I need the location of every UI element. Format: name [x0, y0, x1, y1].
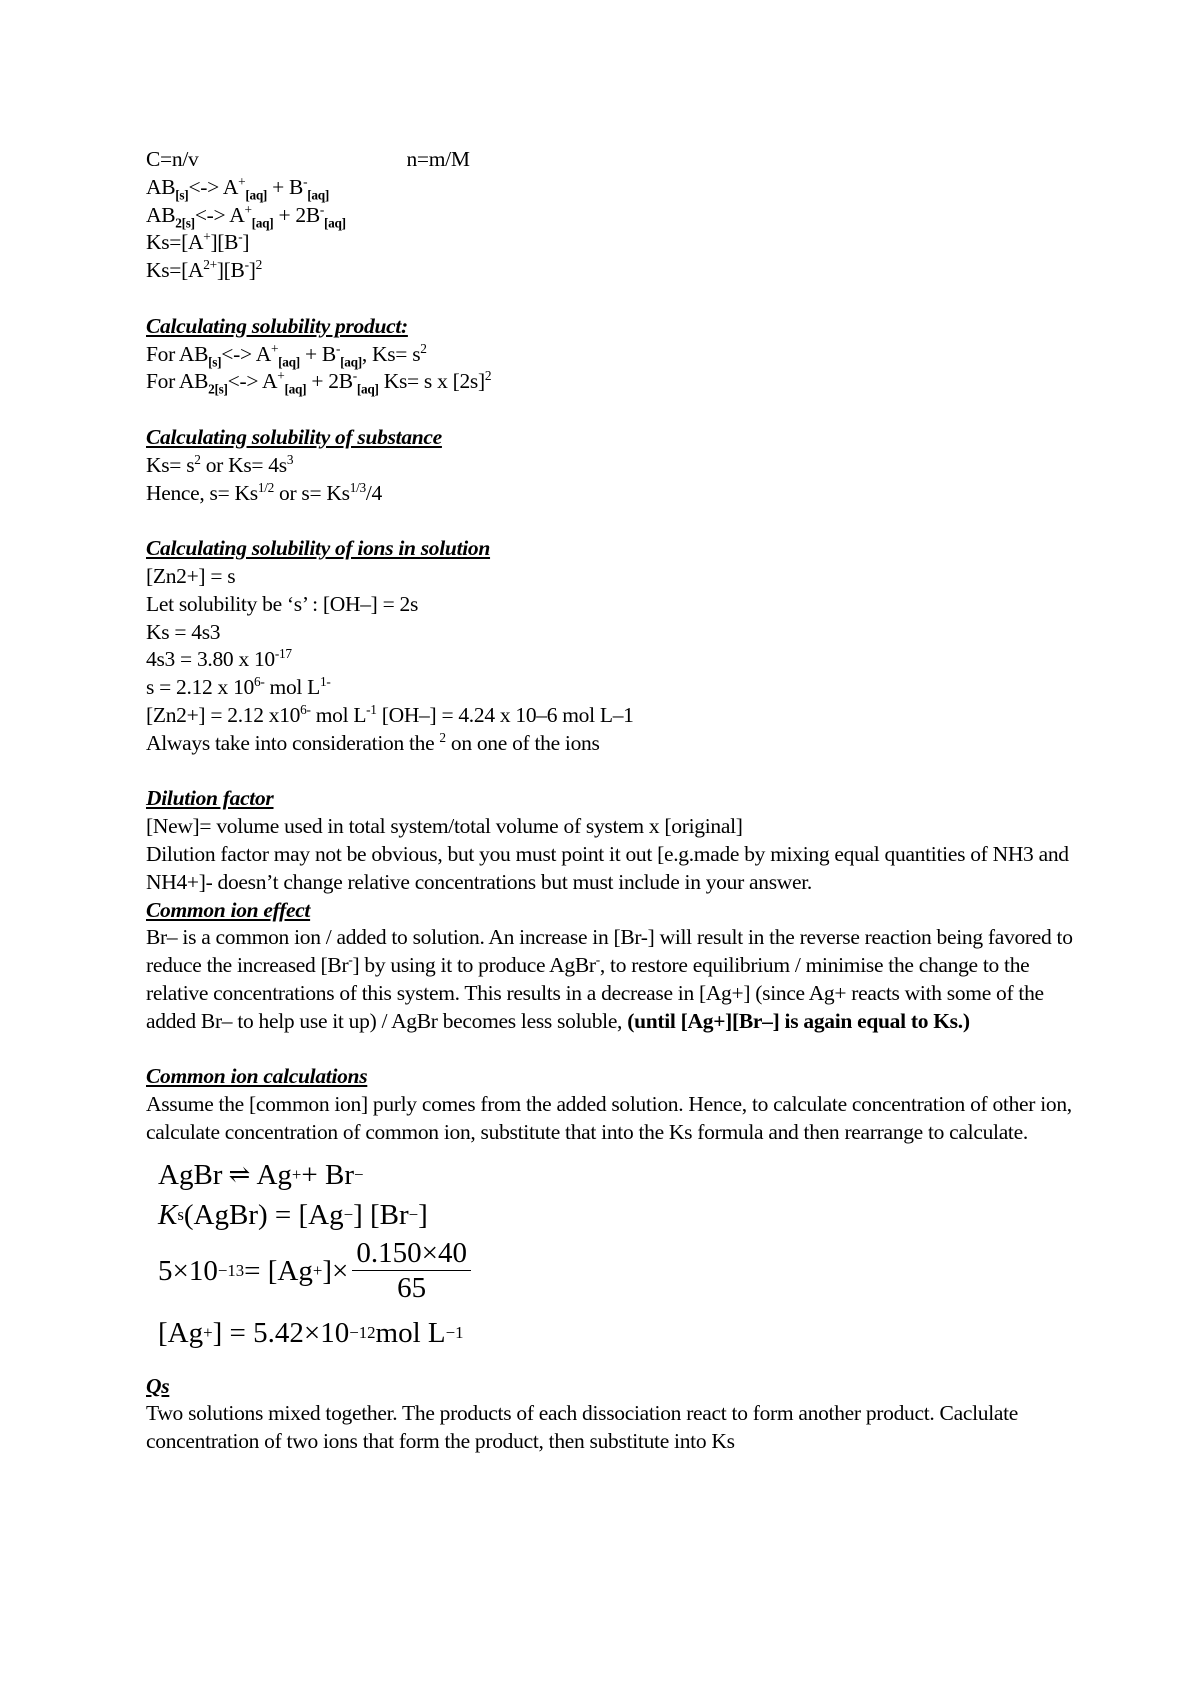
ions-line-7: Always take into consideration the $^2$ on one of the ions	[146, 729, 600, 755]
dilution-paragraph: Dilution factor may not be obvious, but you must point it out [e.g.made by mixing equal quantities of NH3 and NH4+]- doesn’t change relative concentrations but must include in your answer.	[146, 841, 1069, 894]
ions-line-2: Let solubility be ‘s’ : [OH–] = 2s	[146, 591, 419, 616]
common-ion-paragraph: Br– is a common ion / added to solution. An increase in [Br-] will result in the reverse reaction being favored to reduce the increased [Br-] by using it to produce AgBr-, to restore equilibrium / minimise the change to the relative concentrations of this system. This results in a decrease in [Ag+] (since Ag+ reacts with some of the added Br– to help use it up) / AgBr becomes less soluble, (until [Ag+][Br–] is again equal to Ks.)	[146, 925, 1073, 1033]
formula-ab2-dissociation: $AB_{2[s]}<-> A^+_{[aq]} + 2B^-_{[aq]}$	[146, 201, 346, 230]
ions-line-6: [Zn2+] = 2.12 $x10^{6-}$ mol $L^{-1}$ [OH–] = 4.24 x 10–6 mol L–1	[146, 701, 634, 727]
ksp-line-2: For $AB_{2[s]}<-> A^+_{[aq]} + 2B^-_{[aq]}$ Ks= s x $[2s]^2$	[146, 368, 492, 397]
formula-c: C=n/v	[146, 147, 199, 171]
equation-row-ks-expression: K s (AgBr) = [Ag − ] [Br − ]	[158, 1198, 428, 1231]
formula-n: n=m/M	[406, 147, 470, 171]
formula-ks-ab2: $Ks=[A^{2+}][B^-]^2$	[146, 257, 262, 283]
heading-solubility-product: Calculating solubility product:	[146, 313, 408, 338]
equation-row-dissociation: AgBr ⇌ Ag + + Br −	[158, 1155, 1086, 1195]
equation-row-result: [Ag + ] = 5.42×10 −12 mol L −1	[158, 1316, 464, 1349]
equilibrium-arrow-icon: ⇌	[228, 1159, 251, 1189]
solubility-line-2: Hence, $s= Ks^{1/2}$ or $s= Ks^{1/3}/4$	[146, 479, 382, 505]
formula-ks-ab: Ks=[A+][B-]	[146, 229, 250, 255]
heading-common-ion-calculations: Common ion calculations	[146, 1064, 368, 1089]
common-ion-calc-paragraph: Assume the [common ion] purly comes from the added solution. Hence, to calculate concentration of other ion, calculate concentration of common ion, substitute that into the Ks formula and then rearrange to calculate.	[146, 1092, 1072, 1144]
formula-line-concentration	[146, 146, 1086, 174]
equation-fraction: $\frac{0.150\times 40}{65}$	[352, 1236, 471, 1305]
equation-row-substitution: 5×10 −13 = [Ag + ]× $\frac{0.150\times 40}{65}$	[158, 1235, 1086, 1307]
qs-paragraph: Two solutions mixed together. The products of each dissociation react to form another product. Caclulate concentration of two ions that form the product, then substitute into Ks	[146, 1401, 1019, 1454]
heading-dilution-factor: Dilution factor	[146, 786, 274, 811]
dilution-line-1: [New]= volume used in total system/total volume of system x [original]	[146, 814, 743, 839]
ions-line-1: [Zn2+] = s	[146, 563, 236, 588]
heading-solubility-ions: Calculating solubility of ions in solution	[146, 536, 491, 561]
heading-solubility-substance: Calculating solubility of substance	[146, 424, 442, 449]
ions-line-5: s = 2.12 x $10^{6-}$ mol $L^{1-}$	[146, 673, 331, 700]
solubility-line-1: $Ks= s^2$ or $Ks= 4s^3$	[146, 451, 294, 477]
ksp-line-1: For $AB_{[s]}<-> A^+_{[aq]} + B^-_{[aq]}$, $Ks= s^2$	[146, 340, 427, 369]
formula-ab-dissociation: $AB_{[s]}<-> A^+_{[aq]} + B^-_{[aq]}$	[146, 173, 329, 203]
ions-line-4: 4s3 = 3.80 x $10^{-17}$	[146, 646, 292, 672]
ions-line-3: Ks = 4s3	[146, 619, 221, 644]
document-body	[146, 146, 1086, 1456]
agbr-equation-image	[158, 1155, 1086, 1373]
heading-qs: Qs	[146, 1373, 170, 1398]
heading-common-ion-effect: Common ion effect	[146, 897, 311, 922]
